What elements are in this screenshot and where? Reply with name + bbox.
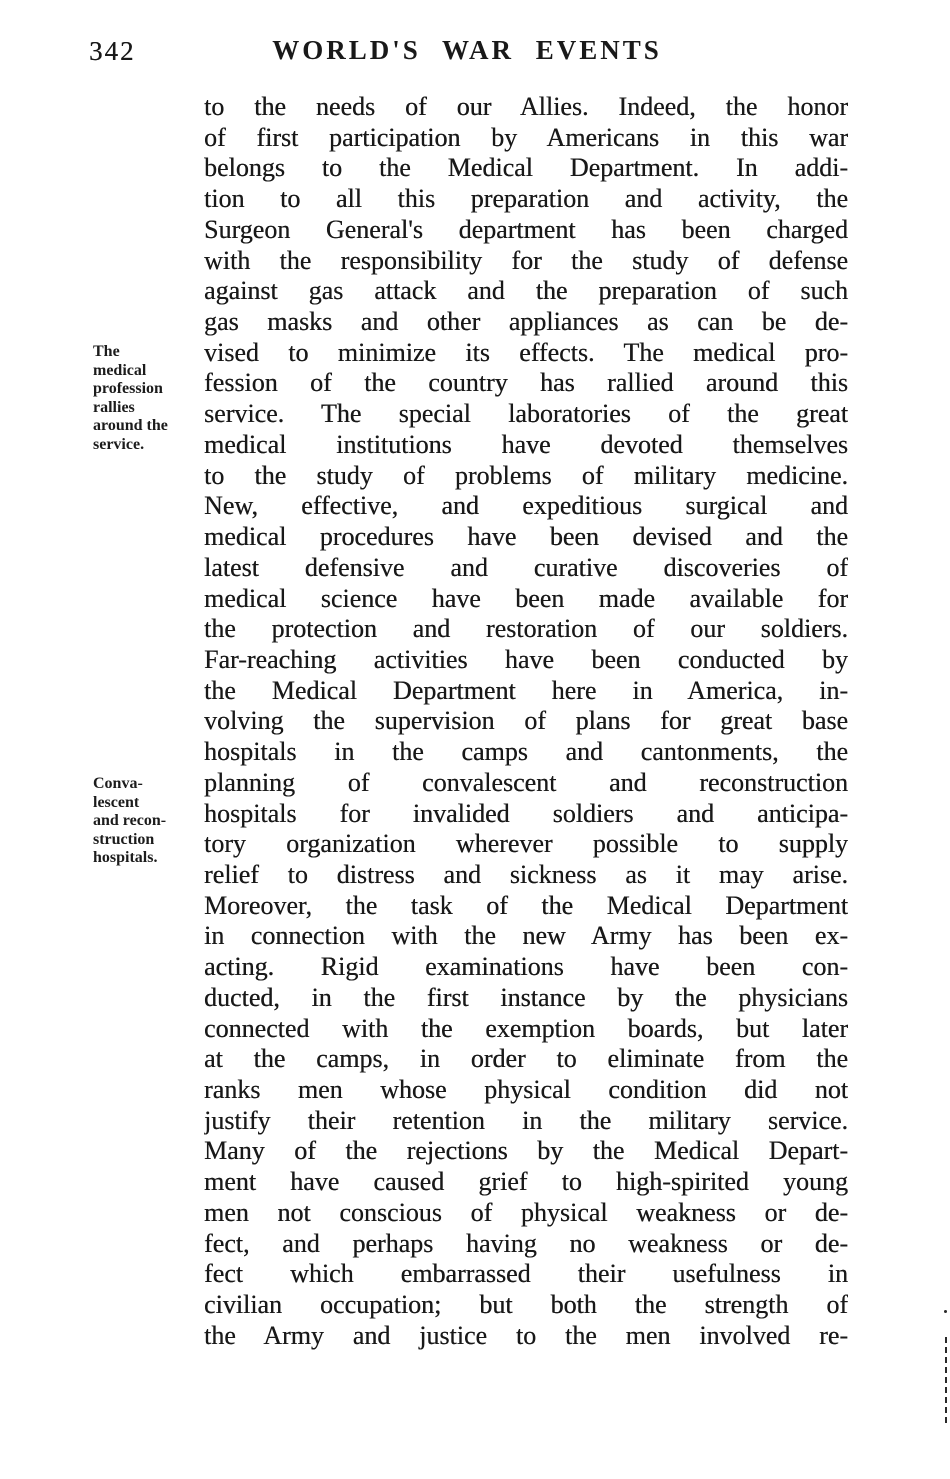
body-text-line: civilian occupation; but both the strength of <box>204 1290 848 1320</box>
running-header-title: WORLD'S WAR EVENTS <box>272 35 662 65</box>
body-text-line: at the camps, in order to eliminate from the <box>204 1044 848 1074</box>
body-text-line: service. The special laboratories of the great <box>204 399 848 429</box>
body-text-line: connected with the exemption boards, but later <box>204 1013 848 1043</box>
margin-note-line: The <box>93 343 120 360</box>
body-text-line: gas masks and other appliances as can be de- <box>204 307 848 337</box>
body-text-line: the Medical Department here in America, in- <box>204 675 848 705</box>
body-text-line: belongs to the Medical Department. In addi- <box>204 153 848 183</box>
margin-note-medical-profession <box>93 343 201 455</box>
body-text-line: Moreover, the task of the Medical Department <box>204 890 848 920</box>
body-text-line: hospitals for invalided soldiers and anticipa- <box>204 798 848 828</box>
body-text-line: Many of the rejections by the Medical Depart- <box>204 1136 848 1166</box>
body-text-line: of first participation by Americans in this war <box>204 122 848 152</box>
margin-note-line: service. <box>93 435 145 453</box>
margin-note-line: profession <box>93 380 163 398</box>
margin-note-line: around the <box>93 417 168 435</box>
page-number: 342 <box>89 36 136 66</box>
body-text-line: acting. Rigid examinations have been con- <box>204 952 848 982</box>
body-text-line: in connection with the new Army has been ex- <box>204 921 848 951</box>
body-text-line: fect which embarrassed their usefulness in <box>204 1259 848 1289</box>
body-text-line: New, effective, and expeditious surgical and <box>204 491 848 521</box>
body-text-line: fession of the country has rallied around this <box>204 368 848 398</box>
margin-note-line: hospitals. <box>93 849 158 867</box>
body-text-line: medical science have been made available for <box>204 583 848 613</box>
body-text-line: medical procedures have been devised and the <box>204 522 848 552</box>
margin-note-line: struction <box>93 830 155 848</box>
body-text-line: fect, and perhaps having no weakness or de- <box>204 1228 848 1258</box>
margin-note-line: rallies <box>93 398 135 416</box>
body-text-line: ranks men whose physical condition did not <box>204 1075 848 1104</box>
body-text-line: ducted, in the first instance by the physicians <box>204 982 848 1012</box>
body-text-line: relief to distress and sickness as it may arise. <box>204 859 848 889</box>
margin-note-line: lescent <box>93 793 140 811</box>
body-text-line: Surgeon General's department has been charged <box>204 214 848 244</box>
body-text-line: to the study of problems of military medicine. <box>204 460 848 490</box>
margin-note-line: medical <box>93 361 147 379</box>
body-text-line: with the responsibility for the study of defense <box>204 245 848 275</box>
margin-note-line: and recon- <box>93 812 167 830</box>
body-text-line: planning of convalescent and reconstruction <box>204 767 848 797</box>
body-text-line: the protection and restoration of our soldiers. <box>204 614 848 644</box>
body-text-line: volving the supervision of plans for great base <box>204 706 848 736</box>
body-text-line: men not conscious of physical weakness or de- <box>204 1197 848 1227</box>
body-text-line: tion to all this preparation and activity, the <box>204 184 848 214</box>
body-text-line: medical institutions have devoted themselves <box>204 429 848 459</box>
body-text-line: Far-reaching activities have been conducted by <box>204 644 848 674</box>
body-text-line: the Army and justice to the men involved re- <box>204 1320 848 1350</box>
body-text-line: justify their retention in the military service. <box>204 1105 848 1135</box>
body-text-line: to the needs of our Allies. Indeed, the honor <box>204 92 848 121</box>
body-text-line: hospitals in the camps and cantonments, the <box>204 737 848 767</box>
body-text-line: latest defensive and curative discoveries of <box>204 552 848 582</box>
body-text-column <box>204 92 848 1351</box>
margin-note-line: Conva- <box>93 775 143 792</box>
margin-note-convalescent-hospitals <box>93 775 201 868</box>
body-text-line: tory organization wherever possible to supply <box>204 829 848 859</box>
body-text-line: vised to minimize its effects. The medical pro- <box>204 337 848 367</box>
scan-edge-artifact <box>945 1337 947 1423</box>
body-text-line: ment have caused grief to high-spirited young <box>204 1167 848 1197</box>
scan-speck-artifact <box>944 1310 947 1313</box>
body-text-line: against gas attack and the preparation of such <box>204 276 848 306</box>
